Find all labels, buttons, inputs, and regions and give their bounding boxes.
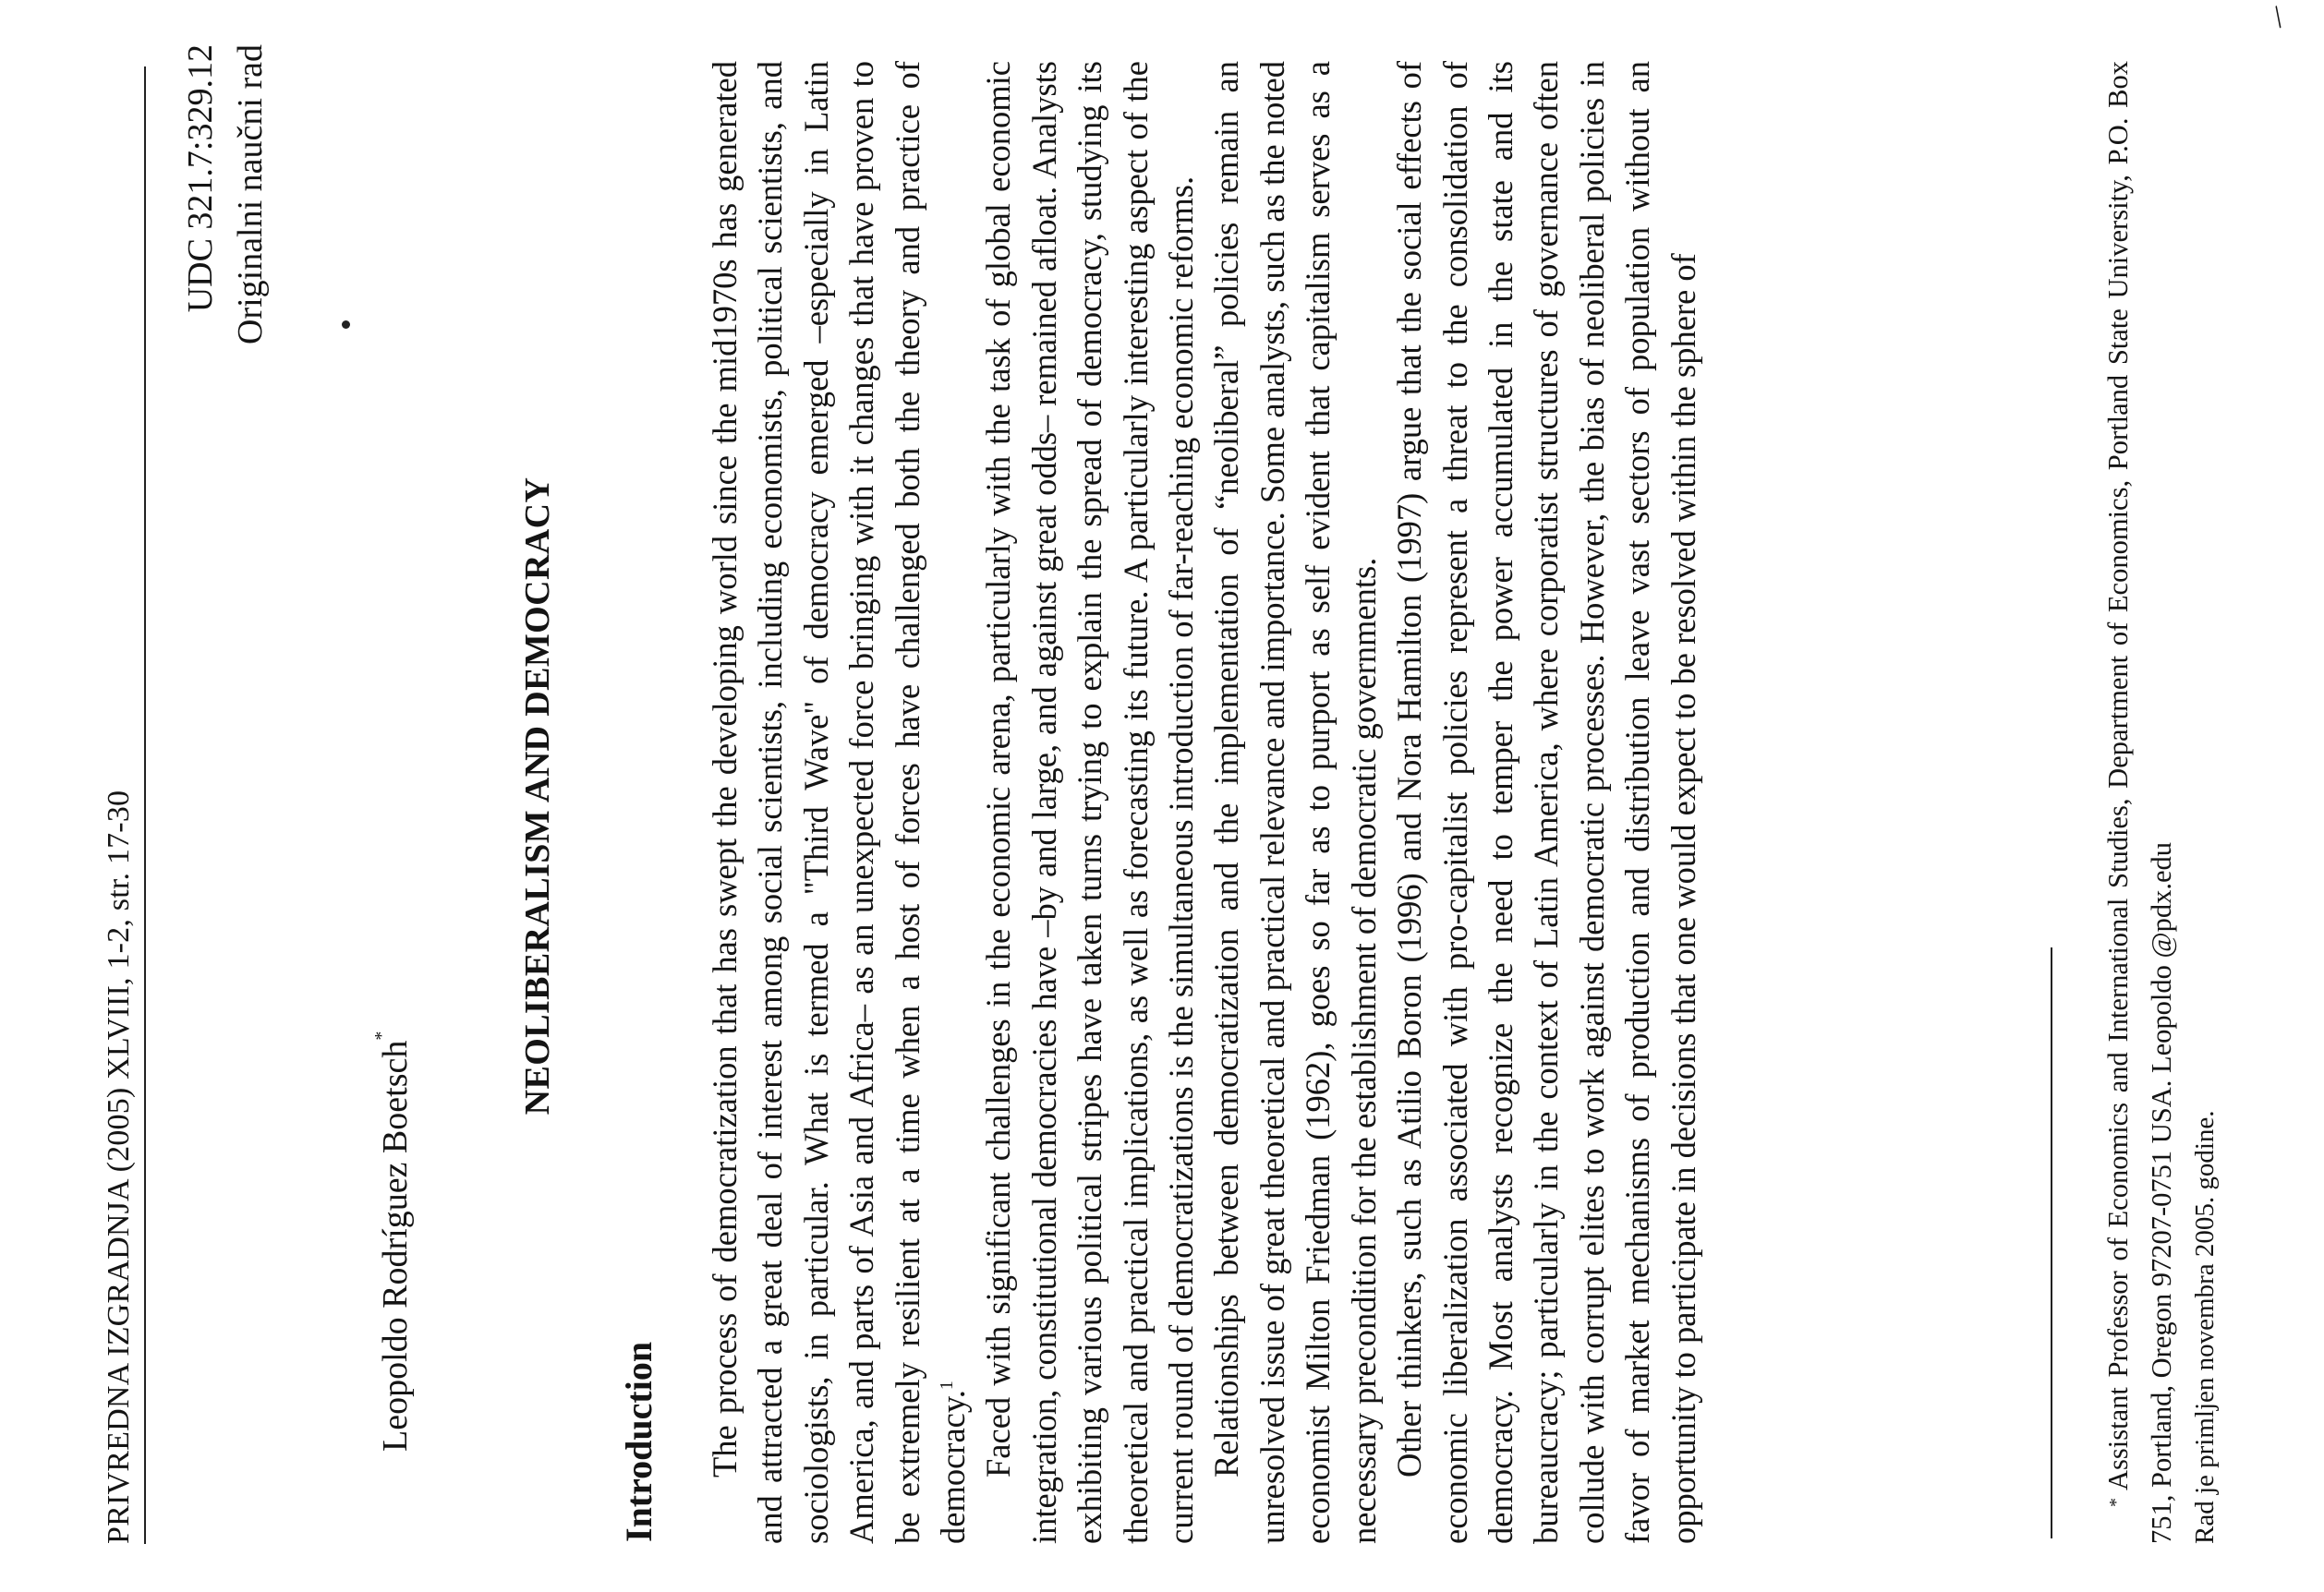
header-rule [144, 66, 146, 1544]
body-text [702, 61, 1706, 1544]
section-heading: Introduction [618, 1341, 660, 1542]
paragraph: Relationships between democratization and the implementation of “neoliberal” policies remain an unresolved issue of great theoretical and practical relevance and importance. Some analysts, such as the noted economist Milton Friedman (1962), goes so far as to purport as self evident that capitalism serves as a necessary precondition for the establishment of democratic governments. [1207, 61, 1383, 1544]
paragraph [702, 61, 975, 1544]
journal-citation: PRIVREDNA IZGRADNJA (2005) XLVIII, 1-2, str. 17-30 [102, 790, 136, 1544]
classification-block [176, 44, 275, 344]
footnote-affiliation [2097, 61, 2184, 1544]
author-line [371, 1031, 416, 1452]
footnote-rule [2051, 947, 2052, 1538]
footnote-text: Assistant Professor of Economics and International Studies, Department of Economics, Portland State University, P.O. Box 751, Portland, Oregon 97207-0751 USA. Leopoldo @pdx.edu [2102, 61, 2177, 1544]
scan-speck [342, 320, 350, 329]
footnote [2097, 61, 2227, 1544]
footnote-mark: * [2106, 1498, 2126, 1507]
pen-tick-mark: / [2266, 0, 2292, 35]
paper-title: NEOLIBERALISM AND DEMOCRACY [518, 476, 557, 1116]
paragraph: Faced with significant challenges in the economic arena, particularly with the task of global economic integration, constitutional democracies have –by and large, and against great odds– remained afloat. Analysts exhibiting various political stripes have taken turns trying to explain the spread of democracy, studying its theoretical and practical implications, as well as forecasting its future. A particularly interesting aspect of the current round of democratizations is the simultaneous introduction of far-reaching economic reforms. [979, 61, 1201, 1544]
paper-type: Originalni naučni rad [231, 44, 270, 345]
author-footnote-mark: * [371, 1031, 392, 1041]
udc-code: UDC 321.7:329.12 [181, 44, 220, 313]
paragraph: Other thinkers, such as Atilio Boron (1996) and Nora Hamilton (1997) argue that the social effects of economic liberalization associated with pro-capitalist policies represent a threat to the consolidation of democracy. Most analysts recognize the need to temper the power accumulated in the state and its bureaucracy; particularly in the context of Latin America, where corporatist structures of governance often collude with corrupt elites to work against democratic processes. However, the bias of neoliberal policies in favor of market mechanisms of production and distribution leave vast sectors of population without an opportunity to participate in decisions that one would expect to be resolved within the sphere of [1390, 61, 1702, 1544]
paragraph-text: The process of democratization that has swept the developing world since the mid1970s has generated and attracted a great deal of interest among social scientists, including economists, political scientists, and sociologists, in particular. What is termed a "Third Wave" of democracy emerged –especially in Latin America, and parts of Asia and Africa– as an unexpected force bringing with it changes that have proven to be extremely resilient at a time when a host of forces have challenged both the theory and practice of democracy. [706, 61, 973, 1544]
received-date: Rad je primljen novembra 2005. godine. [2190, 1110, 2220, 1544]
footnote-reference: 1 [937, 1381, 958, 1391]
author-name: Leopoldo Rodríguez Boetsch [376, 1040, 415, 1452]
